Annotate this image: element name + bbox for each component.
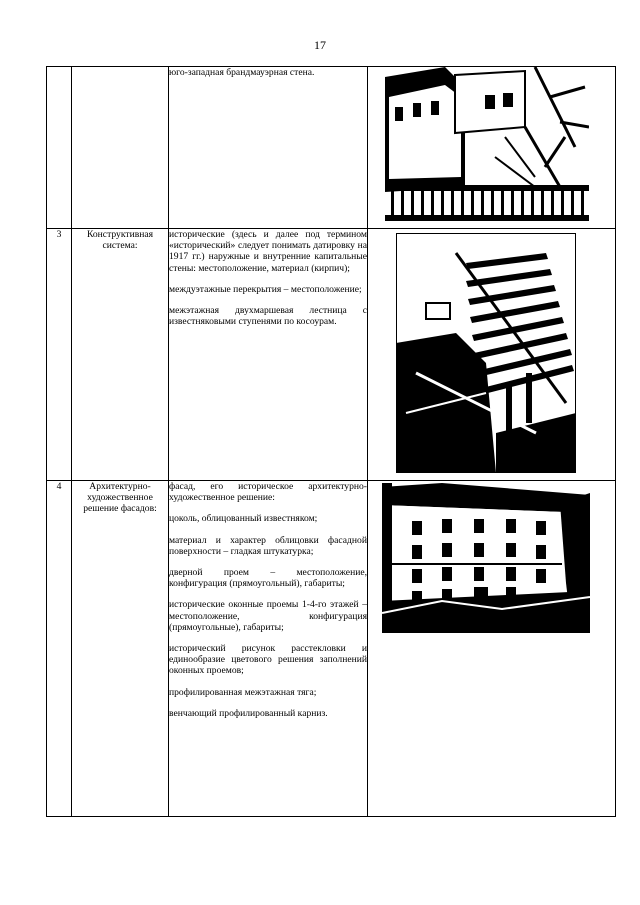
description-paragraph: фасад, его историческое архитектурно-художественное решение:: [169, 481, 367, 504]
row-number: 3: [47, 229, 72, 481]
photo-cell: [368, 229, 616, 481]
item-name: [72, 67, 169, 229]
page-number: 17: [314, 38, 326, 52]
item-name: Конструктивная система:: [72, 229, 169, 481]
description-paragraph: юго-западная брандмауэрная стена.: [169, 67, 315, 78]
southwest-firewall-photo: [385, 67, 589, 221]
description-paragraph: материал и характер облицовки фасадной поверхности – гладкая штукатурка;: [169, 534, 367, 557]
table-row: [47, 67, 616, 229]
table-row: [47, 229, 616, 481]
item-description: [169, 67, 368, 229]
facade-photo: [382, 483, 590, 633]
table-row: [47, 481, 616, 817]
item-description: [169, 481, 368, 817]
photo-cell: [368, 67, 616, 229]
description-paragraph: профилированная межэтажная тяга;: [169, 686, 317, 698]
facade-photo-image: [382, 483, 590, 633]
description-paragraph: межэтажная двухмаршевая лестница с известняковыми ступенями по косоурам.: [169, 305, 367, 328]
item-name: Архитектурно-художественное решение фасадов:: [72, 481, 169, 817]
row-number: 4: [47, 481, 72, 817]
staircase-photo: [396, 233, 576, 473]
description-paragraph: венчающий профилированный карниз.: [169, 707, 328, 719]
description-paragraph: исторический рисунок расстекловки и единообразие цветового решения заполнений оконных проемов;: [169, 643, 367, 677]
staircase-photo-image: [396, 233, 576, 473]
description-paragraph: дверной проем – местоположение, конфигурация (прямоугольный), габариты;: [169, 567, 367, 590]
row-number: [47, 67, 72, 229]
description-paragraph: цоколь, облицованный известняком;: [169, 513, 318, 525]
description-paragraph: междуэтажные перекрытия – местоположение;: [169, 283, 362, 295]
item-description: [169, 229, 368, 481]
description-paragraph: исторические оконные проемы 1-4-го этажей – местоположение, конфигурация (прямоугольные), габариты;: [169, 599, 367, 633]
southwest-firewall-photo-image: [385, 67, 589, 221]
photo-cell: [368, 481, 616, 817]
protected-items-table: [46, 66, 616, 817]
description-paragraph: исторические (здесь и далее под термином «исторический» следует понимать датировку на 1917 гг.) наружные и внутренние капитальные стены: местоположение, материал (кирпич);: [169, 229, 367, 274]
